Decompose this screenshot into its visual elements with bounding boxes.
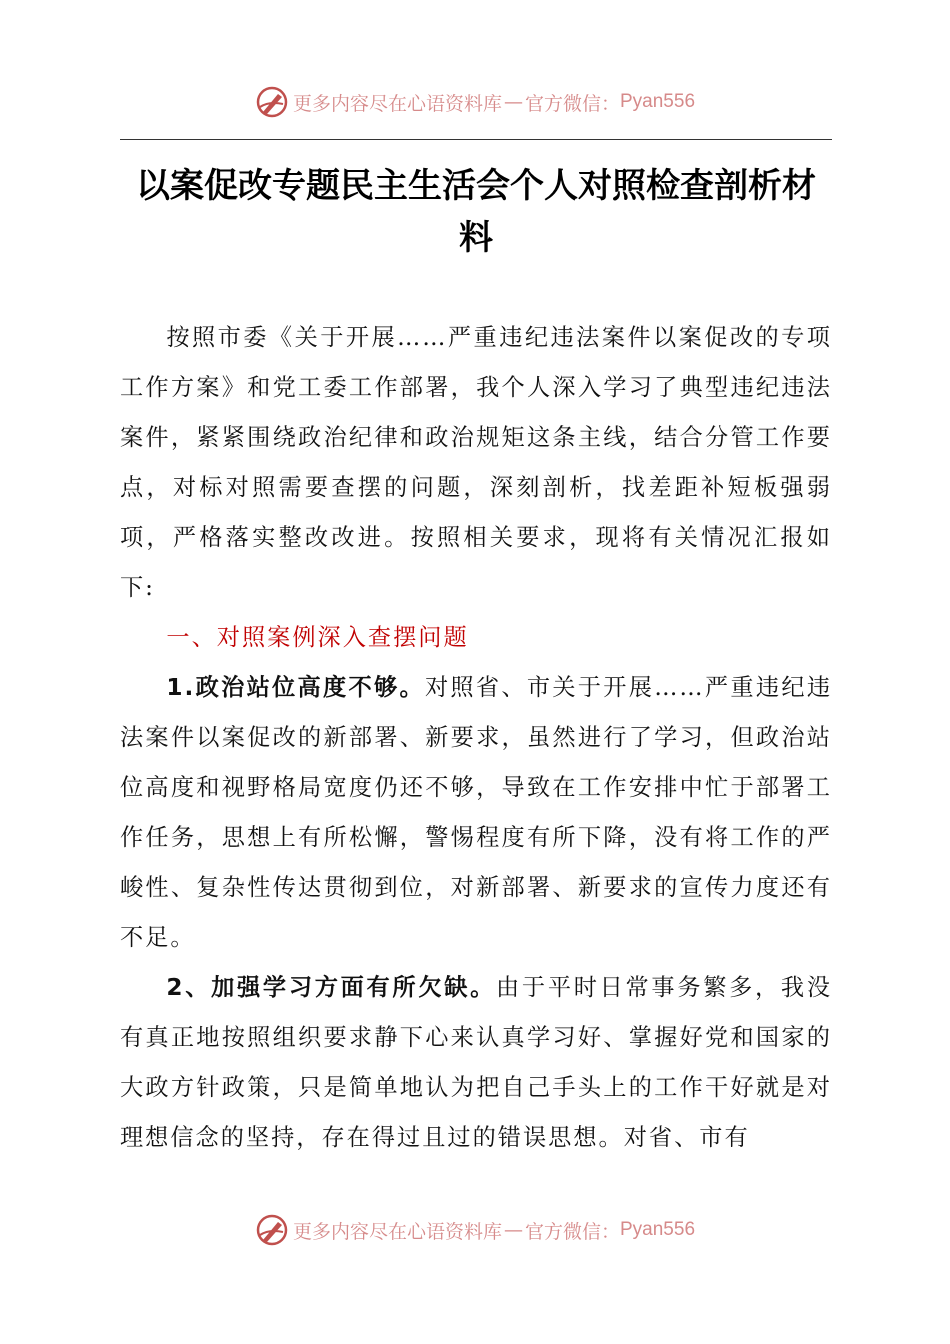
- header-wechat-id: Pyan556: [620, 91, 696, 112]
- header-banner: [0, 80, 950, 124]
- section-heading: 一、对照案例深入查摆问题: [166, 624, 469, 651]
- footer-wechat-id: Pyan556: [620, 1219, 696, 1240]
- header-text: 更多内容尽在心语资料库: [292, 92, 502, 115]
- item-2-label: 2、加强学习方面有所欠缺。: [166, 974, 497, 1001]
- pen-logo-icon: [255, 85, 289, 119]
- item-paragraph-2: [120, 963, 832, 1163]
- footer-text: 更多内容尽在心语资料库: [292, 1220, 502, 1243]
- header-separator: —: [503, 91, 523, 113]
- intro-paragraph: 按照市委《关于开展……严重违纪违法案件以案促改的专项工作方案》和党工委工作部署，我个人深入学习了典型违纪违法案件，紧紧围绕政治纪律和政治规矩这条主线，结合分管工作要点，对标对照需要查摆的问题，深刻剖析，找差距补短板强弱项，严格落实整改改进。按照相关要求，现将有关情况汇报如下:: [120, 324, 832, 601]
- header-divider: [120, 139, 832, 140]
- item-1-label: 1.政治站位高度不够。: [166, 674, 425, 701]
- footer-separator: —: [503, 1219, 523, 1241]
- footer-wechat-label: 官方微信：: [524, 1220, 620, 1243]
- document-title: 以案促改专题民主生活会个人对照检查剖析材料: [136, 166, 816, 258]
- document-body: [120, 313, 832, 1163]
- header-wechat-label: 官方微信：: [524, 92, 620, 115]
- pen-logo-icon: [255, 1213, 289, 1247]
- item-1-text: 对照省、市关于开展……严重违纪违法案件以案促改的新部署、新要求，虽然进行了学习，但政治站位高度和视野格局宽度仍还不够，导致在工作安排中忙于部署工作任务，思想上有所松懈，警惕程度有所下降，没有将工作的严峻性、复杂性传达贯彻到位，对新部署、新要求的宣传力度还有不足。: [120, 674, 833, 951]
- item-paragraph-1: [120, 663, 832, 963]
- footer-banner: [0, 1208, 950, 1252]
- item-2-text: 由于平时日常事务繁多，我没有真正地按照组织要求静下心来认真学习好、掌握好党和国家的大政方针政策，只是简单地认为把自己手头上的工作干好就是对理想信念的坚持，存在得过且过的错误思想。对省、市有: [120, 974, 833, 1151]
